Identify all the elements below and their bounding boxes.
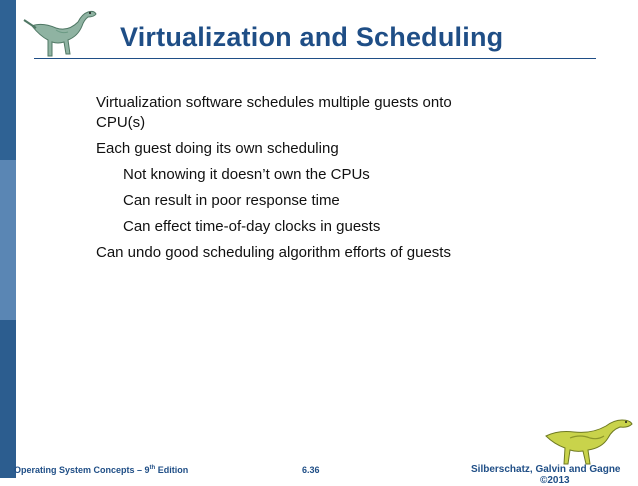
sidebar-segment-top xyxy=(0,0,16,160)
footer-book-suffix: Edition xyxy=(155,465,189,475)
bullet-item: Virtualization software schedules multiple guests onto CPU(s) xyxy=(96,94,452,131)
footer-authors: Silberschatz, Galvin and Gagne xyxy=(471,464,621,475)
sub-bullet-item: Can effect time-of-day clocks in guests xyxy=(123,218,381,235)
left-sidebar-stripe xyxy=(0,0,16,478)
bullet-item: Each guest doing its own scheduling xyxy=(96,140,339,157)
dinosaur-logo-top xyxy=(22,4,100,60)
page-number: 6.36 xyxy=(302,465,320,475)
slide-content xyxy=(96,93,496,269)
footer-book-prefix: Operating System Concepts – 9 xyxy=(14,465,150,475)
footer-book-superscript: th xyxy=(149,465,156,471)
slide-title: Virtualization and Scheduling xyxy=(120,22,504,52)
sidebar-segment-bottom xyxy=(0,320,16,478)
title-underline xyxy=(34,58,596,59)
dinosaur-logo-bottom xyxy=(540,408,638,468)
sub-bullet-item: Can result in poor response time xyxy=(123,192,340,209)
bullet-item: Can undo good scheduling algorithm efforts of guests xyxy=(96,244,451,261)
footer-book-title xyxy=(14,465,188,475)
sidebar-segment-middle xyxy=(0,160,16,320)
footer-copyright: ©2013 xyxy=(540,475,570,486)
sub-bullet-item: Not knowing it doesn’t own the CPUs xyxy=(123,166,370,183)
